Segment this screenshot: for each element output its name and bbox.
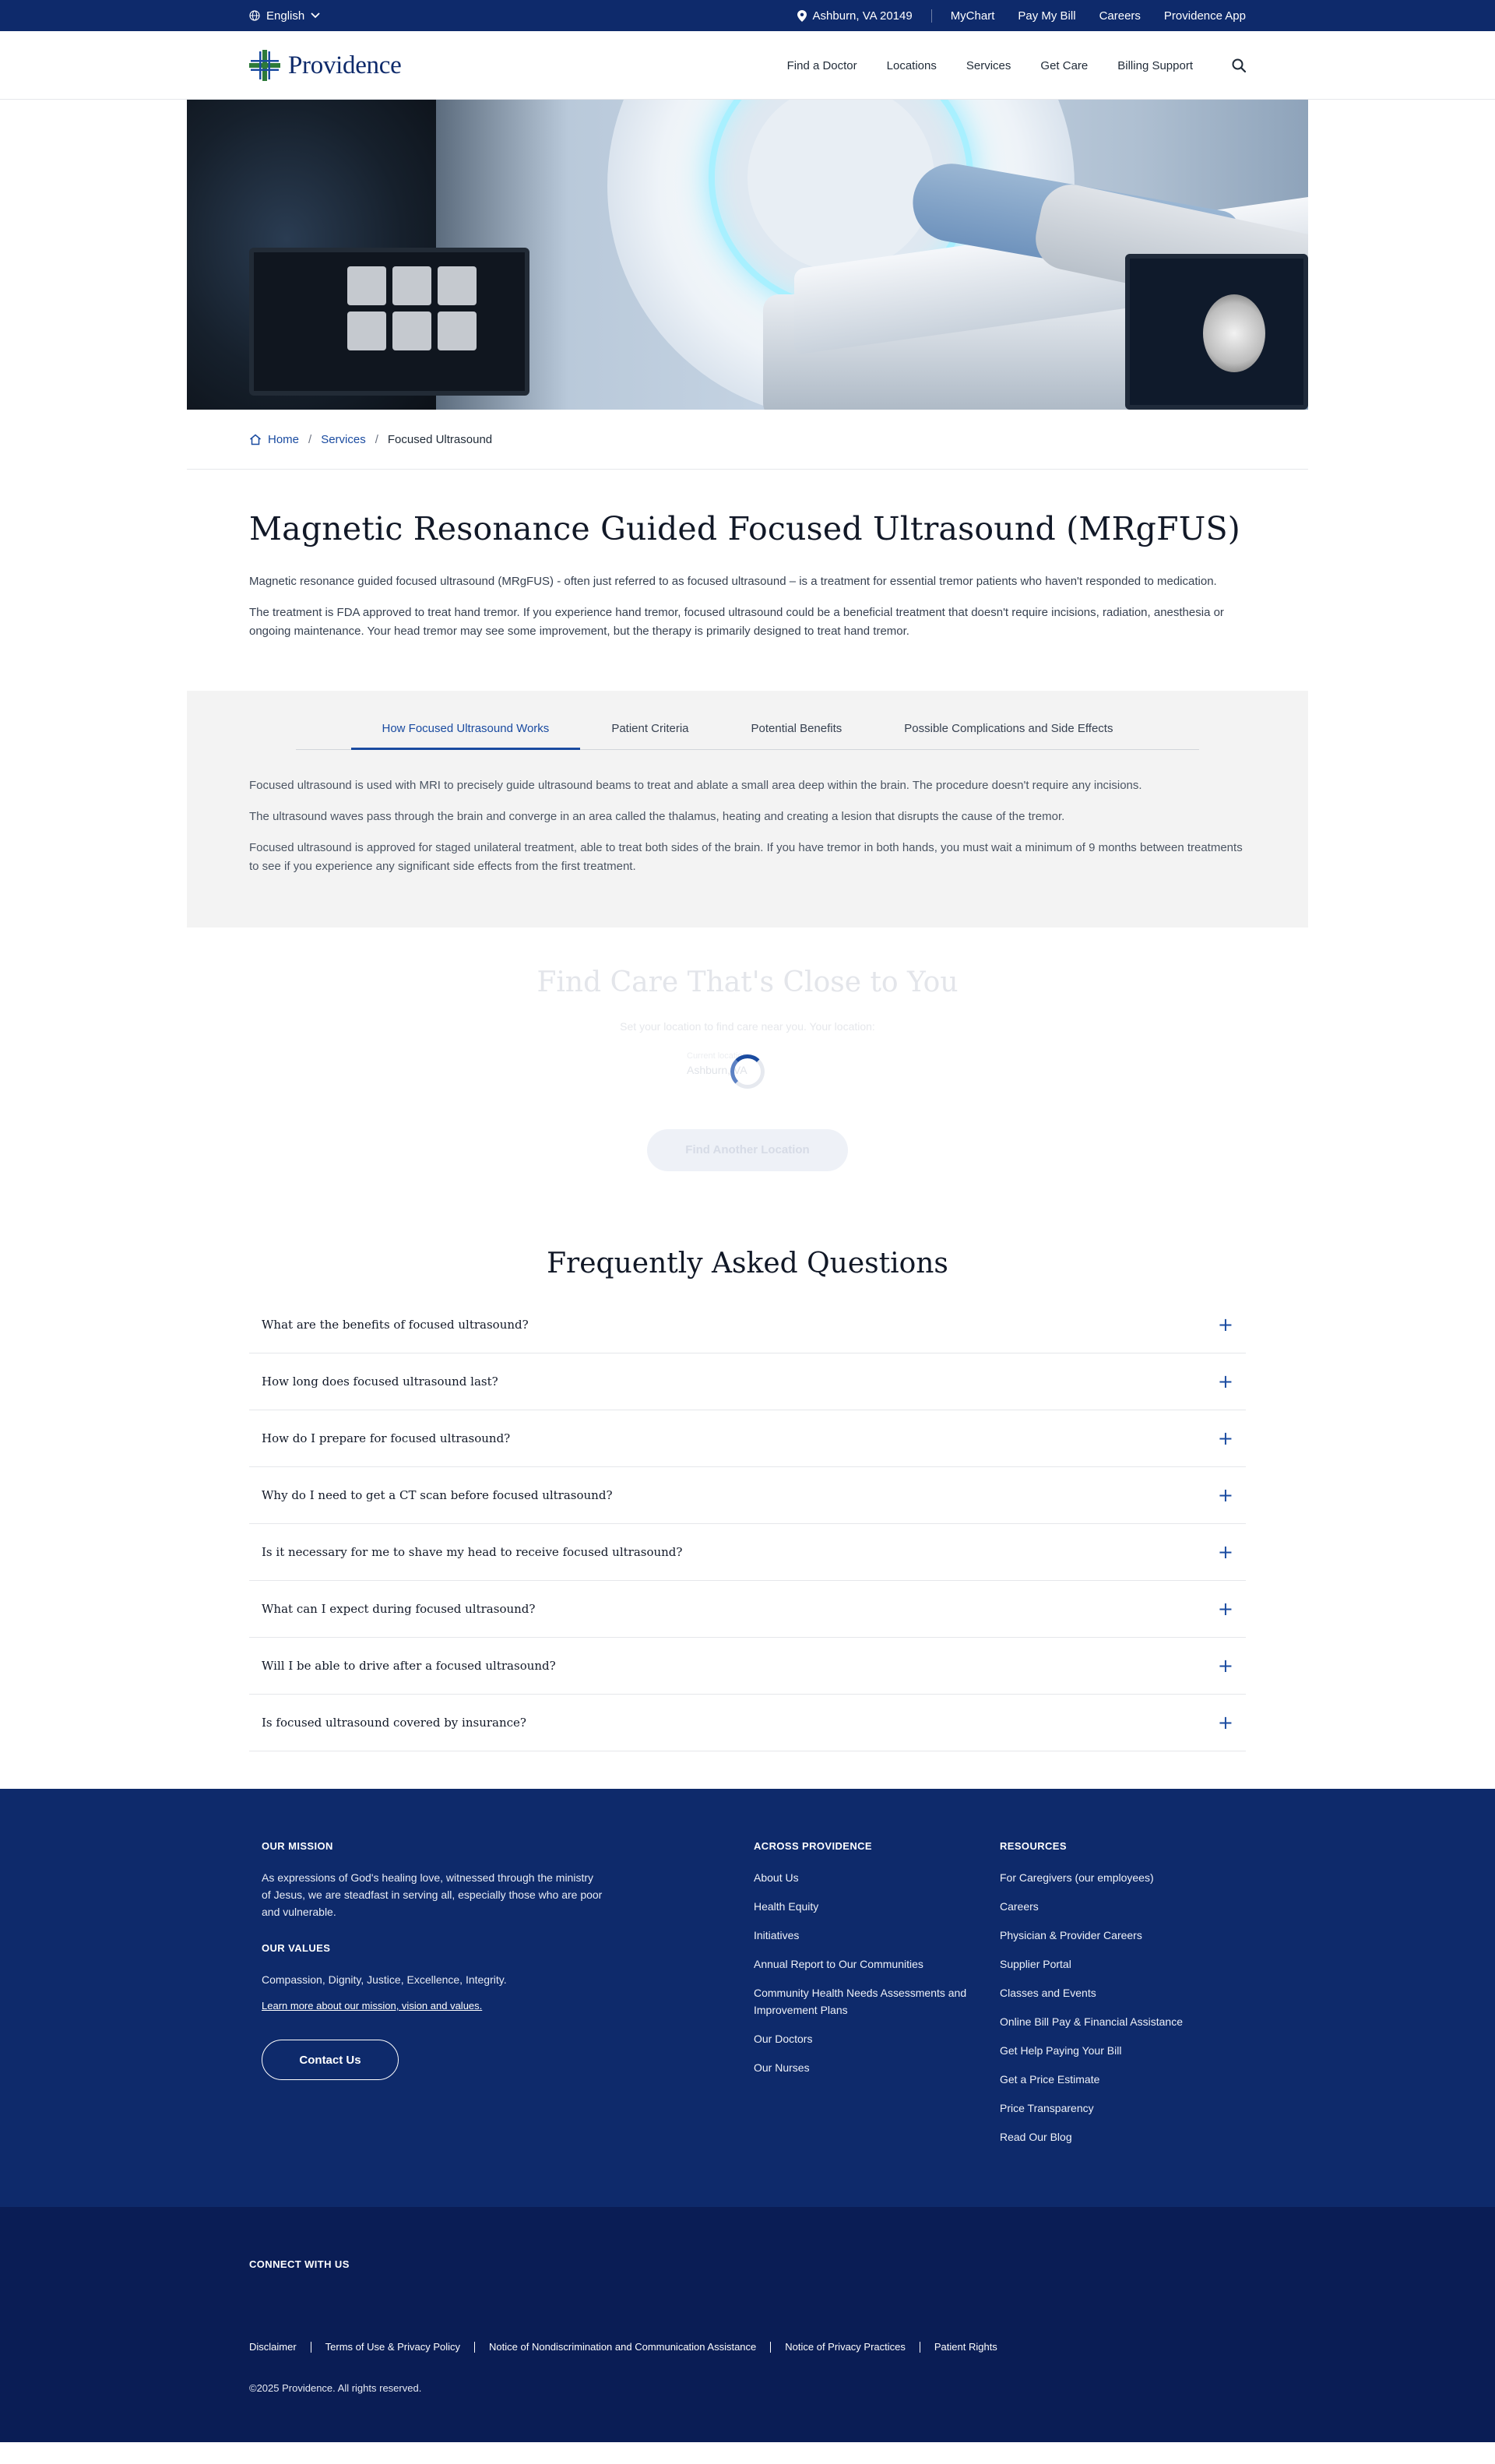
legal-links — [249, 2342, 1246, 2353]
location-selector[interactable] — [797, 9, 932, 23]
plus-icon: + — [1217, 1598, 1233, 1620]
faq-question: How long does focused ultrasound last? — [262, 1375, 498, 1389]
location-label: Ashburn, VA 20149 — [812, 9, 913, 23]
current-location-value: Ashburn, VA — [687, 1064, 748, 1076]
tabs-section — [187, 691, 1308, 928]
site-header — [0, 31, 1495, 100]
disclaimer-link[interactable]: Disclaimer — [249, 2341, 297, 2353]
breadcrumb-home-label: Home — [268, 432, 300, 446]
tab-paragraph-1: Focused ultrasound is used with MRI to precisely guide ultrasound beams to treat and ablate a small area deep within the brain. The procedure doesn't require any incisions. — [249, 779, 1142, 792]
footer-link[interactable]: Supplier Portal — [1000, 1958, 1071, 1970]
tab-potential-benefits[interactable]: Potential Benefits — [751, 722, 842, 735]
across-providence-heading: ACROSS PROVIDENCE — [754, 1840, 872, 1852]
find-care-title: Find Care That's Close to You — [536, 966, 959, 998]
logo-text: Providence — [288, 51, 402, 79]
tab-paragraph-3: Focused ultrasound is approved for staged unilateral treatment, able to treat both sides of the brain. If you have tremor in both hands, you must wait a minimum of 9 months between treatments to see if you experience any significant side effects from the first treatment. — [249, 841, 1243, 873]
nav-billing-support[interactable]: Billing Support — [1117, 58, 1193, 72]
nondiscrimination-link[interactable]: Notice of Nondiscrimination and Communication Assistance — [474, 2342, 770, 2353]
mychart-link[interactable]: MyChart — [950, 9, 995, 23]
nav-services[interactable]: Services — [966, 58, 1011, 72]
mission-text: As expressions of God's healing love, witnessed through the ministry of Jesus, we are steadfast in serving all, especially those who are poor and vulnerable. — [262, 1871, 603, 1918]
faq-item[interactable] — [249, 1353, 1246, 1410]
search-icon — [1232, 58, 1246, 72]
find-care-subtitle: Set your location to find care near you. Your location: — [620, 1020, 875, 1033]
resources-links — [1000, 1869, 1246, 2145]
patient-rights-link[interactable]: Patient Rights — [920, 2342, 1011, 2353]
plus-icon: + — [1217, 1314, 1233, 1336]
nav-get-care[interactable]: Get Care — [1040, 58, 1089, 72]
globe-icon — [249, 10, 260, 21]
connect-heading: CONNECT WITH US — [249, 2258, 350, 2270]
plus-icon: + — [1217, 1541, 1233, 1563]
resources-heading: RESOURCES — [1000, 1840, 1067, 1852]
contact-us-button[interactable]: Contact Us — [262, 2040, 399, 2080]
faq-item[interactable] — [249, 1297, 1246, 1353]
careers-link[interactable]: Careers — [1099, 9, 1141, 23]
footer-link[interactable]: Classes and Events — [1000, 1987, 1096, 1999]
tab-paragraph-2: The ultrasound waves pass through the brain and converge in an area called the thalamus, heating and creating a lesion that disrupts the cause of the tremor. — [249, 810, 1065, 823]
copyright: ©2025 Providence. All rights reserved. — [249, 2382, 422, 2394]
footer-bottom — [0, 2207, 1495, 2442]
language-selector[interactable] — [249, 9, 320, 23]
breadcrumb-home[interactable] — [249, 433, 299, 446]
nav-locations[interactable]: Locations — [886, 58, 937, 72]
faq-section — [249, 1215, 1246, 1789]
intro-paragraph-2: The treatment is FDA approved to treat hand tremor. If you experience hand tremor, focused ultrasound could be a beneficial treatment that doesn't require incisions, radiation, anesthesia or ongoing maintenance. Your head tremor may see some improvement, but the therapy is primarily designed to treat hand tremor. — [249, 606, 1224, 638]
faq-title: Frequently Asked Questions — [547, 1248, 948, 1280]
footer-link[interactable]: Annual Report to Our Communities — [754, 1958, 923, 1970]
breadcrumb — [249, 410, 1246, 469]
hero-image — [187, 100, 1308, 410]
providence-logo[interactable] — [249, 50, 401, 81]
loading-spinner-icon — [730, 1054, 765, 1089]
faq-question: How do I prepare for focused ultrasound? — [262, 1431, 511, 1445]
faq-question: Will I be able to drive after a focused ultrasound? — [262, 1659, 556, 1673]
language-label: English — [266, 9, 305, 23]
terms-privacy-link[interactable]: Terms of Use & Privacy Policy — [311, 2342, 474, 2353]
nav-find-a-doctor[interactable]: Find a Doctor — [786, 58, 857, 72]
intro-section — [249, 470, 1246, 691]
plus-icon: + — [1217, 1427, 1233, 1449]
faq-question: What can I expect during focused ultrasound? — [262, 1602, 536, 1616]
footer-link[interactable]: Get Help Paying Your Bill — [1000, 2044, 1122, 2057]
faq-item[interactable] — [249, 1410, 1246, 1467]
tab-list — [296, 713, 1199, 750]
current-location — [670, 1050, 825, 1093]
intro-paragraph-1: Magnetic resonance guided focused ultrasound (MRgFUS) - often just referred to as focused ultrasound – is a treatment for essential tremor patients who haven't responded to medication. — [249, 575, 1217, 588]
breadcrumb-services[interactable]: Services — [321, 432, 366, 446]
chevron-down-icon — [311, 12, 320, 19]
faq-question: Why do I need to get a CT scan before focused ultrasound? — [262, 1488, 613, 1502]
footer-link[interactable]: Read Our Blog — [1000, 2131, 1072, 2143]
footer-link[interactable]: Online Bill Pay & Financial Assistance — [1000, 2015, 1183, 2028]
tab-patient-criteria[interactable]: Patient Criteria — [611, 722, 689, 735]
footer-link[interactable]: Our Nurses — [754, 2061, 810, 2074]
search-button[interactable] — [1232, 58, 1246, 72]
across-providence-links — [754, 1869, 1000, 2076]
faq-question: Is it necessary for me to shave my head to receive focused ultrasound? — [262, 1545, 683, 1559]
map-pin-icon — [797, 10, 807, 22]
mission-values-link[interactable]: Learn more about our mission, vision and values. — [262, 2000, 483, 2012]
faq-item[interactable] — [249, 1467, 1246, 1524]
utility-bar — [0, 0, 1495, 31]
breadcrumb-separator: / — [308, 432, 312, 446]
footer-link[interactable]: For Caregivers (our employees) — [1000, 1871, 1154, 1884]
faq-question: Is focused ultrasound covered by insurance? — [262, 1716, 526, 1730]
privacy-practices-link[interactable]: Notice of Privacy Practices — [770, 2342, 920, 2353]
page-title: Magnetic Resonance Guided Focused Ultrasound (MRgFUS) — [249, 510, 1240, 547]
faq-item[interactable] — [249, 1581, 1246, 1638]
footer-link[interactable]: Get a Price Estimate — [1000, 2073, 1100, 2086]
footer-link[interactable]: About Us — [754, 1871, 799, 1884]
pay-my-bill-link[interactable]: Pay My Bill — [1018, 9, 1076, 23]
faq-question: What are the benefits of focused ultrasound? — [262, 1318, 529, 1332]
values-text: Compassion, Dignity, Justice, Excellence, Integrity. — [262, 1973, 507, 1986]
faq-item[interactable] — [249, 1524, 1246, 1581]
plus-icon: + — [1217, 1712, 1233, 1734]
footer-link[interactable]: Careers — [1000, 1900, 1039, 1913]
footer-link[interactable]: Community Health Needs Assessments and Improvement Plans — [754, 1987, 967, 2016]
find-another-location-button[interactable]: Find Another Location — [647, 1129, 848, 1171]
footer-link[interactable]: Our Doctors — [754, 2033, 813, 2045]
footer-link[interactable]: Health Equity — [754, 1900, 819, 1913]
footer-link[interactable]: Price Transparency — [1000, 2102, 1094, 2114]
faq-item[interactable] — [249, 1638, 1246, 1695]
plus-icon: + — [1217, 1484, 1233, 1506]
footer-main — [0, 1789, 1495, 2207]
footer-link[interactable]: Physician & Provider Careers — [1000, 1929, 1142, 1941]
footer-link[interactable]: Initiatives — [754, 1929, 800, 1941]
breadcrumb-separator: / — [375, 432, 378, 446]
tab-how-it-works[interactable]: How Focused Ultrasound Works — [351, 713, 581, 750]
breadcrumb-current: Focused Ultrasound — [387, 432, 493, 446]
find-care-section — [249, 928, 1246, 1215]
tab-panel — [249, 750, 1246, 876]
plus-icon: + — [1217, 1371, 1233, 1392]
home-icon — [249, 434, 262, 445]
plus-icon: + — [1217, 1655, 1233, 1677]
current-location-label: Current location — [687, 1051, 748, 1061]
providence-app-link[interactable]: Providence App — [1163, 9, 1246, 23]
main-nav — [787, 58, 1246, 72]
tab-complications[interactable]: Possible Complications and Side Effects — [904, 722, 1113, 735]
providence-cross-icon — [249, 50, 280, 81]
faq-item[interactable] — [249, 1695, 1246, 1751]
values-heading: OUR VALUES — [262, 1942, 331, 1954]
mission-heading: OUR MISSION — [262, 1840, 333, 1852]
